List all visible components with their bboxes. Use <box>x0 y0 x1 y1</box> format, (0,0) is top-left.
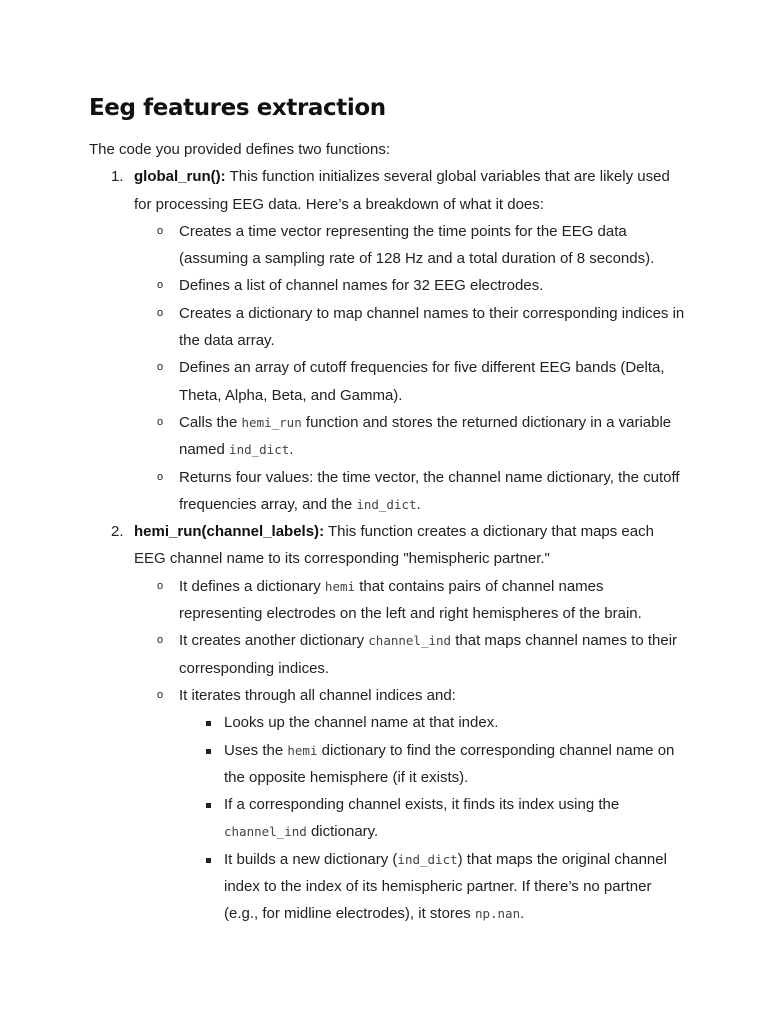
list-item <box>134 464 689 519</box>
list-item-text: It builds a new dictionary ( <box>224 850 398 868</box>
sub-list <box>134 573 689 928</box>
circle-bullet-icon: o <box>157 224 164 237</box>
list-item-text: ) that maps the original channel index to the index of its hemispheric partner. If there’s no partner (e.g., for midline electrodes), it stores <box>224 850 667 923</box>
list-item <box>134 272 689 299</box>
document-page <box>89 88 689 928</box>
list-item-text: Defines a list of channel names for 32 EEG electrodes. <box>179 277 544 295</box>
list-item-text: Creates a dictionary to map channel names to their corresponding indices in the data array. <box>179 304 685 350</box>
list-item-text: Creates a time vector representing the time points for the EEG data (assuming a sampling rate of 128 Hz and a total duration of 8 seconds). <box>179 222 655 268</box>
function-name-colon: : <box>220 168 226 186</box>
inline-code: hemi <box>324 578 356 594</box>
list-item-text: Looks up the channel name at that index. <box>224 714 499 732</box>
function-name: hemi_run(channel_labels) <box>134 523 320 541</box>
inline-code: channel_ind <box>224 824 307 840</box>
inline-code: ind_dict <box>397 851 458 867</box>
intro-paragraph: The code you provided defines two functions: <box>89 141 391 158</box>
nested-list-item <box>179 709 689 736</box>
sub-list <box>134 218 689 518</box>
list-item <box>134 409 689 464</box>
list-item-text: that contains pairs of channel names representing electrodes on the left and right hemispheres of the brain. <box>179 577 642 623</box>
list-item-text: . <box>289 441 294 459</box>
list-number: 1. <box>111 168 124 186</box>
list-item-text: It defines a dictionary <box>179 577 325 595</box>
list-item <box>134 300 689 355</box>
function-name: global_run() <box>134 168 221 186</box>
function-item-global-run <box>89 163 689 518</box>
function-description: This function creates a dictionary that maps each EEG channel name to its corresponding "hemispheric partner." <box>134 523 654 568</box>
list-item <box>134 218 689 273</box>
inline-code: channel_ind <box>368 633 452 649</box>
circle-bullet-icon: o <box>157 579 164 592</box>
list-item-text: Calls the <box>179 413 242 431</box>
list-item-text: If a corresponding channel exists, it finds its index using the <box>224 796 620 814</box>
inline-code: ind_dict <box>356 496 417 512</box>
function-item-hemi-run <box>89 518 689 927</box>
circle-bullet-icon: o <box>157 634 164 647</box>
circle-bullet-icon: o <box>157 688 164 701</box>
circle-bullet-icon: o <box>157 279 164 292</box>
inline-code: hemi <box>287 742 318 758</box>
list-item-text: It creates another dictionary <box>179 632 369 650</box>
list-item-text: dictionary. <box>306 823 379 841</box>
square-bullet-icon <box>206 749 211 754</box>
list-item-text: Defines an array of cutoff frequencies for five different EEG bands (Delta, Theta, Alpha, Beta, and Gamma). <box>179 359 665 404</box>
list-item-text: function and stores the returned dictionary in a variable named <box>179 413 672 459</box>
nested-list-item <box>179 737 689 792</box>
nested-list-item <box>179 846 689 928</box>
nested-list-item <box>179 791 689 846</box>
circle-bullet-icon: o <box>157 470 164 483</box>
circle-bullet-icon: o <box>157 361 164 374</box>
circle-bullet-icon: o <box>157 306 164 319</box>
function-list <box>89 163 689 927</box>
function-name-colon: : <box>319 523 325 541</box>
square-bullet-icon <box>206 721 211 726</box>
list-item-text: that maps channel names to their corresponding indices. <box>179 632 678 677</box>
list-item-text: dictionary to find the corresponding channel name on the opposite hemisphere (if it exists). <box>224 741 675 786</box>
square-bullet-icon <box>206 858 211 863</box>
list-item-text: . <box>416 495 421 513</box>
list-item <box>134 627 689 682</box>
list-item <box>134 573 689 628</box>
list-item-text: Returns four values: the time vector, the channel name dictionary, the cutoff frequencies array, and the <box>179 468 680 513</box>
circle-bullet-icon: o <box>157 415 164 428</box>
inline-code: hemi_run <box>241 414 302 430</box>
list-number: 2. <box>111 523 124 541</box>
list-item <box>134 354 689 409</box>
function-description: This function initializes several global variables that are likely used for processing EEG data. Here’s a breakdown of what it does: <box>134 168 670 213</box>
list-item <box>134 682 689 928</box>
list-item-text: It iterates through all channel indices and: <box>179 686 456 704</box>
nested-sub-list <box>179 709 689 927</box>
inline-code: ind_dict <box>229 442 290 458</box>
list-item-text: . <box>520 905 525 923</box>
square-bullet-icon <box>206 803 211 808</box>
page-title: Eeg features extraction <box>89 95 386 121</box>
inline-code: np.nan <box>474 906 521 922</box>
list-item-text: Uses the <box>224 741 288 759</box>
